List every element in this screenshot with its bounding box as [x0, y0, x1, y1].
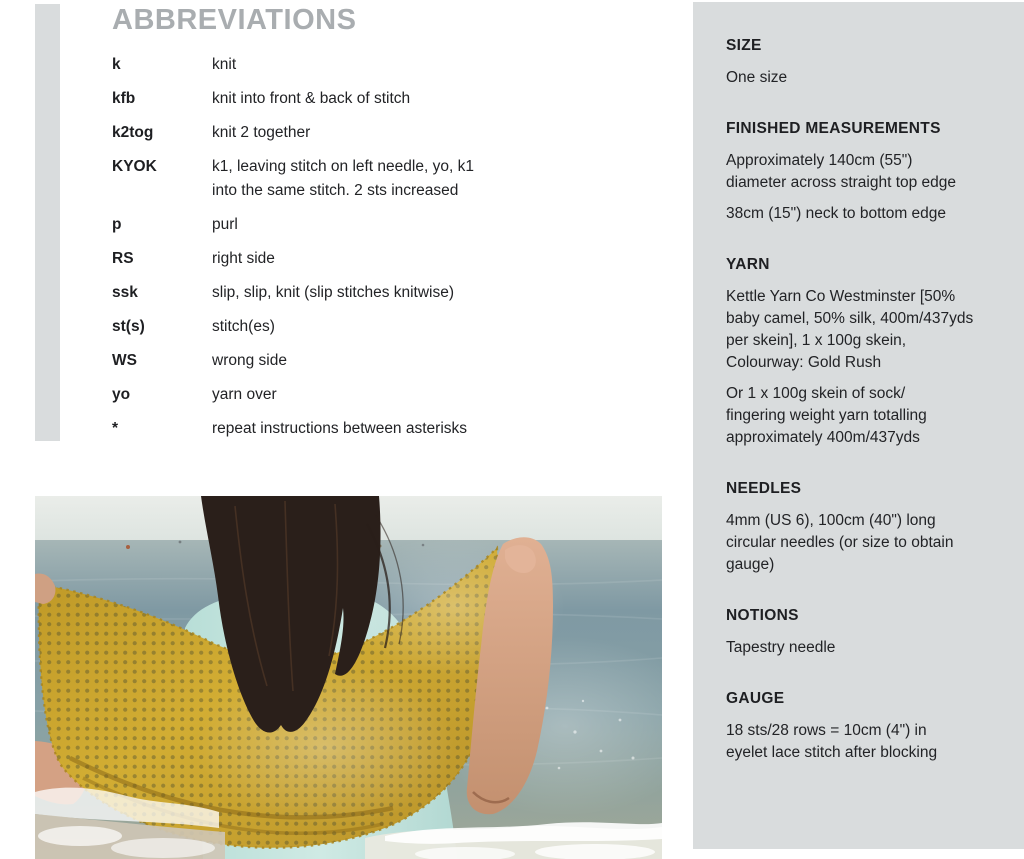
section-heading: NOTIONS	[726, 607, 799, 624]
paragraph-line: 4mm (US 6), 100cm (40") long	[726, 512, 936, 529]
abbreviations-title: ABBREVIATIONS	[112, 4, 357, 36]
abbreviation-row	[112, 121, 612, 145]
abbreviation-term: st(s)	[112, 318, 145, 335]
abbreviation-term: p	[112, 216, 122, 233]
abbreviation-term: *	[112, 420, 119, 437]
abbreviation-term: yo	[112, 386, 131, 403]
paragraph-line: circular needles (or size to obtain	[726, 534, 954, 551]
abbreviation-row	[112, 281, 612, 305]
abbreviation-definition: purl	[212, 216, 238, 233]
abbreviation-term: RS	[112, 250, 134, 267]
paragraph-line: diameter across straight top edge	[726, 174, 957, 191]
abbreviation-row	[112, 349, 612, 373]
abbreviation-row	[112, 247, 612, 271]
abbreviation-definition: knit into front & back of stitch	[212, 90, 411, 107]
abbreviation-definition: wrong side	[212, 352, 287, 369]
paragraph-line: Colourway: Gold Rush	[726, 354, 882, 371]
abbreviation-row	[112, 155, 612, 203]
abbreviation-row	[112, 383, 612, 407]
paragraph-line: per skein], 1 x 100g skein,	[726, 332, 907, 349]
left-accent-bar	[35, 4, 60, 441]
abbreviation-definition: knit	[212, 56, 237, 73]
paragraph-line: Or 1 x 100g skein of sock/	[726, 385, 906, 402]
paragraph-line: eyelet lace stitch after blocking	[726, 744, 938, 761]
abbreviation-definition: repeat instructions between asterisks	[212, 420, 468, 437]
sidebar-section-notions	[726, 606, 1000, 659]
abbreviation-row	[112, 417, 612, 441]
paragraph	[726, 203, 1000, 225]
abbreviation-definition: k1, leaving stitch on left needle, yo, k1 into the same stitch. 2 sts increased	[212, 158, 474, 199]
abbreviation-row	[112, 87, 612, 111]
abbreviation-definition: yarn over	[212, 386, 277, 403]
sidebar-section-size	[726, 36, 1000, 89]
paragraph-line: fingering weight yarn totalling	[726, 407, 927, 424]
abbreviation-definition: right side	[212, 250, 275, 267]
sidebar-section-yarn	[726, 255, 1000, 449]
section-heading: FINISHED MEASUREMENTS	[726, 120, 941, 137]
pattern-photo	[35, 496, 662, 859]
paragraph-line: 38cm (15") neck to bottom edge	[726, 205, 947, 222]
paragraph	[726, 286, 1000, 374]
paragraph	[726, 510, 1000, 576]
paragraph-line: Approximately 140cm (55")	[726, 152, 913, 169]
section-heading: NEEDLES	[726, 480, 802, 497]
paragraph-line: Tapestry needle	[726, 639, 836, 656]
paragraph	[726, 720, 1000, 764]
abbreviation-term: WS	[112, 352, 137, 369]
sidebar-section-needles	[726, 479, 1000, 576]
abbreviations-section	[112, 0, 612, 451]
abbreviation-term: k2tog	[112, 124, 154, 141]
paragraph-line: One size	[726, 69, 788, 86]
paragraph	[726, 67, 1000, 89]
paragraph	[726, 637, 1000, 659]
sidebar-section-gauge	[726, 689, 1000, 764]
abbreviation-definition: slip, slip, knit (slip stitches knitwise)	[212, 284, 455, 301]
abbreviation-row	[112, 53, 612, 77]
paragraph-line: baby camel, 50% silk, 400m/437yds	[726, 310, 974, 327]
abbreviation-definition: stitch(es)	[212, 318, 275, 335]
section-heading: GAUGE	[726, 690, 785, 707]
abbreviation-row	[112, 315, 612, 339]
section-heading: SIZE	[726, 37, 762, 54]
section-heading: YARN	[726, 256, 770, 273]
paragraph-line: 18 sts/28 rows = 10cm (4") in	[726, 722, 927, 739]
paragraph	[726, 383, 1000, 449]
sidebar	[693, 2, 1024, 849]
abbreviation-term: kfb	[112, 90, 136, 107]
abbreviation-definition: knit 2 together	[212, 124, 311, 141]
paragraph	[726, 150, 1000, 194]
abbreviation-term: KYOK	[112, 158, 157, 175]
abbreviation-row	[112, 213, 612, 237]
photo-illustration	[35, 496, 662, 859]
paragraph-line: gauge)	[726, 556, 775, 573]
abbreviation-term: ssk	[112, 284, 138, 301]
paragraph-line: approximately 400m/437yds	[726, 429, 920, 446]
paragraph-line: Kettle Yarn Co Westminster [50%	[726, 288, 956, 305]
sidebar-section-finished-measurements	[726, 119, 1000, 225]
abbreviation-term: k	[112, 56, 121, 73]
